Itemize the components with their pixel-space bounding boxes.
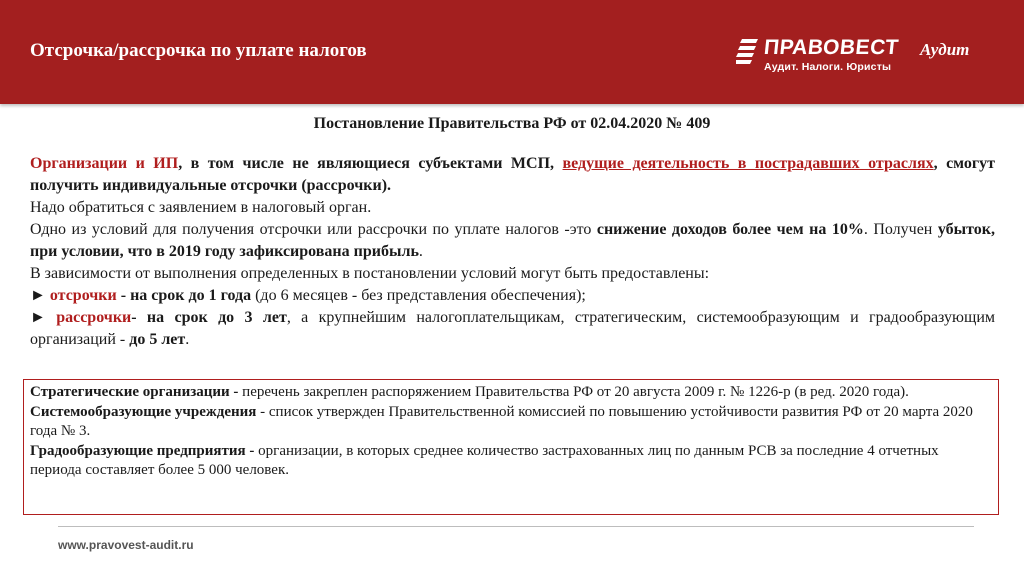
deferral-note: (до 6 месяцев - без представления обеспечения); bbox=[251, 287, 586, 304]
footer-divider bbox=[58, 526, 974, 527]
document-title: Постановление Правительства РФ от 02.04.2020 № 409 bbox=[313, 115, 711, 132]
deferral-term: - на срок до 1 года bbox=[116, 287, 252, 304]
conditions-mid: . Получен bbox=[863, 221, 938, 238]
installment-note: , а крупнейшим налогоплательщикам, стратегическим, системообразующим и градообразующим организаций - bbox=[30, 309, 996, 348]
deferral-label: отсрочки bbox=[49, 287, 117, 304]
pravovest-logo-icon bbox=[736, 36, 762, 64]
footer-website-link[interactable]: www.pravovest-audit.ru bbox=[58, 538, 194, 552]
installment-max-term: до 5 лет bbox=[129, 331, 186, 348]
bullet-arrow-icon: ► bbox=[30, 287, 46, 304]
installment-label: рассрочки bbox=[56, 309, 132, 326]
conditions-end: . bbox=[418, 243, 423, 260]
bullet-installment bbox=[30, 307, 995, 351]
definition-text: организации, в которых среднее количество застрахованных лиц по данным РСВ за последние 4 отчетных периода составляет более 5 000 человек. bbox=[30, 442, 939, 478]
slide-title: Отсрочка/рассрочка по уплате налогов bbox=[30, 40, 367, 61]
paragraph-eligibility bbox=[30, 153, 995, 197]
loss-condition: убыток, при условии, что в 2019 году зафиксирована прибыль bbox=[30, 221, 996, 260]
eligibility-end: , смогут получить индивидуальные отсрочки (рассрочки). bbox=[30, 155, 995, 194]
definition-city-forming bbox=[30, 442, 992, 481]
header-bar bbox=[0, 0, 1024, 104]
installment-end: . bbox=[185, 331, 190, 348]
bullet-arrow-icon: ► bbox=[30, 309, 46, 326]
affected-industries: ведущие деятельность в пострадавших отраслях bbox=[562, 155, 934, 172]
definition-term: Стратегические организации - bbox=[30, 384, 239, 400]
eligible-entities: Организации и ИП bbox=[30, 155, 179, 172]
income-drop-condition: снижение доходов более чем на 10% bbox=[596, 221, 864, 238]
conditions-intro: Одно из условий для получения отсрочки или рассрочки по уплате налогов -это bbox=[30, 221, 597, 238]
definition-strategic bbox=[30, 383, 992, 403]
definition-text: - список утвержден Правительственной комиссией по повышению устойчивости развития РФ от 20 марта 2020 года № 3. bbox=[30, 403, 973, 439]
definitions-box bbox=[23, 379, 999, 515]
paragraph-apply: Надо обратиться с заявлением в налоговый орган. bbox=[30, 199, 372, 216]
eligibility-mid: , в том числе не являющиеся субъектами МСП, bbox=[178, 155, 563, 172]
installment-term: - на срок до 3 лет bbox=[131, 309, 287, 326]
logo-suffix: Аудит bbox=[920, 40, 970, 59]
logo-tagline: Аудит. Налоги. Юристы bbox=[764, 61, 892, 73]
paragraph-conditions bbox=[30, 219, 995, 263]
definition-term: Системообразующие учреждения bbox=[30, 403, 257, 420]
paragraph-options: В зависимости от выполнения определенных в постановлении условий могут быть предоставлены: bbox=[30, 265, 710, 282]
bullet-deferral bbox=[30, 285, 995, 307]
definition-system bbox=[30, 403, 992, 442]
definition-text: перечень закреплен распоряжением Правительства РФ от 20 августа 2009 г. № 1226-р (в ред. 2020 года). bbox=[238, 384, 909, 400]
definition-term: Градообразующие предприятия - bbox=[30, 442, 255, 459]
main-text bbox=[30, 153, 995, 351]
logo-name: ПРАВОВЕСТ bbox=[762, 36, 900, 59]
company-logo[interactable] bbox=[736, 34, 986, 78]
